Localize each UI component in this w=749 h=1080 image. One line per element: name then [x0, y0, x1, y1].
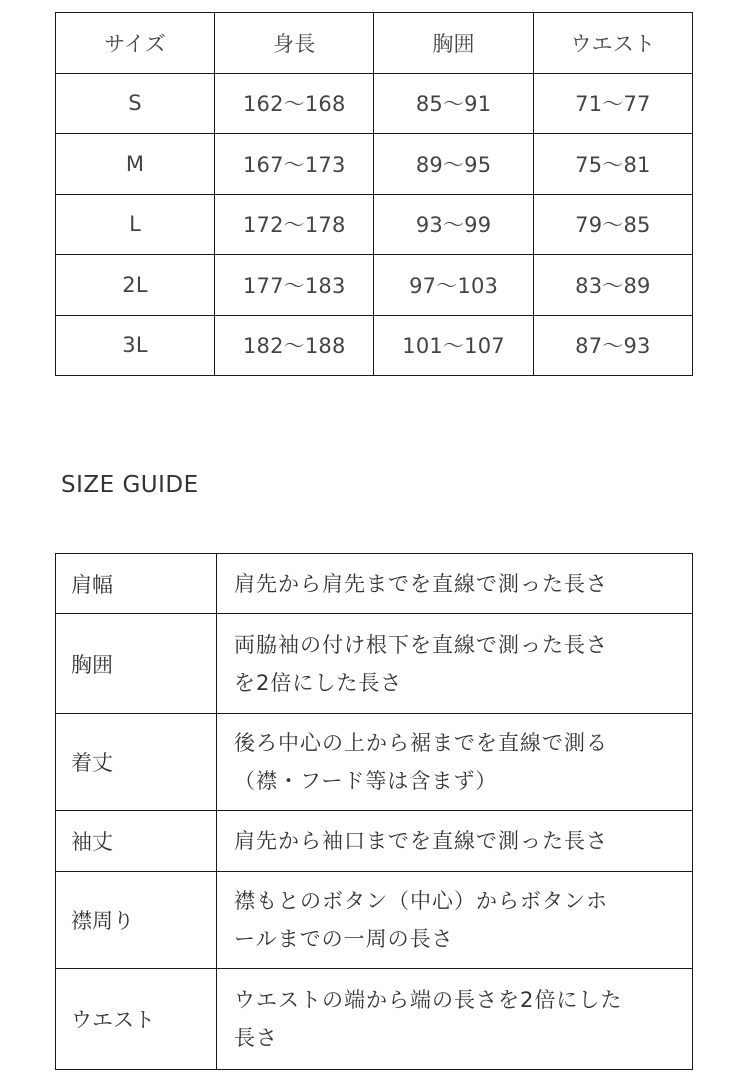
header-chest: 胸囲 — [374, 13, 533, 74]
guide-description — [217, 811, 693, 872]
size-row-2l — [56, 255, 693, 316]
cell-size: 2L — [56, 255, 215, 316]
cell-height: 162〜168 — [215, 73, 374, 134]
cell-waist: 75〜81 — [533, 134, 692, 195]
guide-description-line: 肩先から袖口までを直線で測った長さ — [234, 829, 608, 853]
guide-description-line: （襟・フード等は含まず） — [234, 769, 498, 793]
guide-description-line: を2倍にした長さ — [234, 670, 403, 695]
guide-description — [217, 872, 693, 969]
guide-description — [217, 969, 693, 1070]
cell-waist: 79〜85 — [533, 194, 692, 255]
guide-description-line: 肩先から肩先までを直線で測った長さ — [234, 571, 608, 596]
guide-description-line: ールまでの一周の長さ — [234, 927, 454, 951]
cell-chest: 93〜99 — [374, 194, 533, 255]
cell-waist: 83〜89 — [533, 255, 692, 316]
header-waist: ウエスト — [533, 13, 692, 74]
cell-size: 3L — [56, 315, 215, 376]
cell-size: S — [56, 73, 215, 134]
cell-chest: 101〜107 — [374, 315, 533, 376]
size-row-3l — [56, 315, 693, 376]
cell-height: 167〜173 — [215, 134, 374, 195]
cell-waist: 71〜77 — [533, 73, 692, 134]
guide-description-line: 襟もとのボタン（中心）からボタンホ — [234, 889, 608, 913]
cell-chest: 85〜91 — [374, 73, 533, 134]
size-row-s — [56, 73, 693, 134]
guide-term: ウエスト — [56, 969, 217, 1070]
cell-height: 182〜188 — [215, 315, 374, 376]
guide-description — [217, 614, 693, 714]
guide-row-neck — [56, 872, 693, 969]
guide-description-line: ウエストの端から端の長さを2倍にした — [234, 988, 623, 1012]
guide-description — [217, 714, 693, 811]
cell-chest: 89〜95 — [374, 134, 533, 195]
guide-row-length — [56, 714, 693, 811]
guide-term: 着丈 — [56, 714, 217, 811]
guide-term: 胸囲 — [56, 614, 217, 714]
cell-size: L — [56, 194, 215, 255]
guide-term: 肩幅 — [56, 554, 217, 614]
guide-description — [217, 554, 693, 614]
guide-description-line: 後ろ中心の上から裾までを直線で測る — [234, 731, 608, 755]
cell-chest: 97〜103 — [374, 255, 533, 316]
cell-height: 177〜183 — [215, 255, 374, 316]
guide-term: 袖丈 — [56, 811, 217, 872]
header-size: サイズ — [56, 13, 215, 74]
guide-row-chest — [56, 614, 693, 714]
guide-row-waist — [56, 969, 693, 1070]
size-row-l — [56, 194, 693, 255]
guide-description-line: 長さ — [234, 1026, 278, 1050]
size-guide-heading: SIZE GUIDE — [61, 472, 199, 498]
guide-row-shoulder-width — [56, 554, 693, 614]
size-table — [55, 12, 693, 376]
cell-size: M — [56, 134, 215, 195]
size-row-m — [56, 134, 693, 195]
guide-description-line: 両脇袖の付け根下を直線で測った長さ — [234, 632, 608, 657]
size-table-header-row — [56, 13, 693, 74]
header-height: 身長 — [215, 13, 374, 74]
cell-waist: 87〜93 — [533, 315, 692, 376]
cell-height: 172〜178 — [215, 194, 374, 255]
size-guide-table — [55, 553, 693, 1070]
guide-term: 襟周り — [56, 872, 217, 969]
guide-row-sleeve-length — [56, 811, 693, 872]
